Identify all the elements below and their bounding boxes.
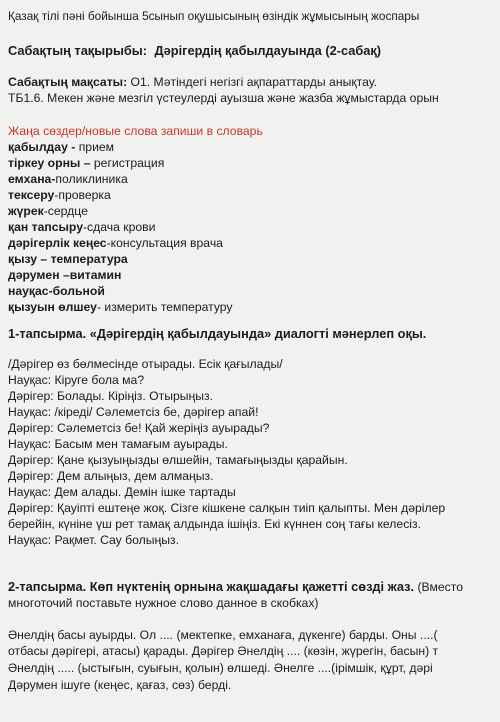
vocab-term-ru: - измерить температуру	[96, 300, 233, 314]
objective-line2: ТБ1.6. Мекен және мезгіл үстеулерді ауызша және жазба жұмыстарда орын	[8, 91, 439, 105]
vocab-term-kz: жүрек	[8, 204, 44, 218]
dialogue-line: Науқас: Рақмет. Сау болыңыз.	[8, 533, 179, 547]
task2-title: 2-тапсырма. Көп нүктенің орнына жақшадағы қажетті сөзді жаз.	[8, 579, 415, 594]
dialogue-line: Дәрігер: Қане қызуыңызды өлшейін, тамағыңызды қарайын.	[8, 453, 348, 467]
task2-line: Әнелдің ..... (ыстығын, суығын, қолын) өлшеді. Әнелге ....(ірімшік, құрт, дәрі	[8, 661, 433, 675]
task2-line: Әнелдің басы ауырды. Ол .... (мектепке, емханаға, дүкенге) барды. Оны ....(	[8, 628, 438, 642]
vocab-term-kz: қызу – температура	[8, 252, 128, 266]
vocab-item	[8, 300, 233, 315]
vocab-item	[8, 252, 128, 267]
vocab-term-ru: регистрация	[93, 156, 165, 170]
vocab-term-kz: қабылдау -	[8, 140, 79, 154]
vocab-term-ru: -сердце	[43, 204, 88, 218]
lesson-objective	[8, 75, 377, 90]
task2-note-line1: (Вместо	[414, 580, 463, 594]
dialogue-line: Дәрігер: Сәлеметсіз бе! Қай жеріңіз ауырады?	[8, 421, 270, 435]
vocab-term-ru: поликлиника	[55, 172, 128, 186]
task1-title: 1-тапсырма. «Дәрігердің қабылдауында» диалогті мәнерлеп оқы.	[8, 326, 427, 341]
objective-label: Сабақтың мақсаты:	[8, 75, 128, 89]
vocab-term-ru: -сдача крови	[82, 220, 156, 234]
dialogue-line: Дәрігер: Дем алыңыз, дем алмаңыз.	[8, 469, 214, 483]
vocab-term-ru: -консультация врача	[106, 236, 223, 250]
objective-line1: О1. Мәтіндегі негізгі ақпараттарды анықтау.	[127, 75, 378, 89]
task2-note-line2: многоточий поставьте нужное слово данное в скобках)	[8, 596, 319, 610]
dialogue-line: берейін, күніне үш рет тамақ алдында ішіңіз. Екі күннен соң тағы келесіз.	[8, 517, 421, 531]
lesson-topic	[8, 43, 381, 58]
topic-label: Сабақтың тақырыбы:	[8, 43, 147, 58]
vocab-item	[8, 268, 121, 283]
vocab-term-kz: науқас-больной	[8, 284, 105, 298]
task2-line: отбасы дәрігері, атасы) қарады. Дәрігер Әнелдің .... (көзін, жүрегін, басын) т	[8, 644, 439, 658]
vocab-item	[8, 172, 128, 187]
vocab-term-kz: тексеру	[8, 188, 55, 202]
vocab-item	[8, 204, 88, 219]
vocab-term-kz: дәрігерлік кеңес	[8, 236, 107, 250]
dialogue-line: Дәрігер: Болады. Кіріңіз. Отырыңыз.	[8, 389, 213, 403]
dialogue-line: Науқас: Басым мен тамағым ауырады.	[8, 437, 228, 451]
vocab-term-kz: дәрумен –витамин	[8, 268, 122, 282]
task2-line: Дәрумен ішуге (кеңес, қағаз, сөз) берді.	[8, 678, 232, 692]
vocab-term-ru: -проверка	[54, 188, 111, 202]
vocab-term-kz: қызуын өлшеу	[8, 300, 97, 314]
vocab-item	[8, 220, 155, 235]
vocab-item	[8, 156, 164, 171]
vocab-term-ru: прием	[78, 140, 115, 154]
vocab-item	[8, 188, 111, 203]
vocab-item	[8, 140, 114, 155]
dialogue-line: Дәрігер: Қауіпті ештеңе жоқ. Сізге кішкене салқын тиіп қалыпты. Мен дәрілер	[8, 501, 446, 515]
vocab-term-kz: емхана-	[8, 172, 56, 186]
vocab-heading: Жаңа сөздер/новые слова запиши в словарь	[8, 124, 263, 138]
dialogue-line: Науқас: Кіруге бола ма?	[8, 373, 145, 387]
task2-heading	[8, 579, 463, 595]
document-header: Қазақ тілі пәні бойынша 5сынып оқушысының өзіндік жұмысының жоспары	[8, 9, 420, 23]
vocab-term-kz: қан тапсыру	[8, 220, 83, 234]
vocab-term-kz: тіркеу орны –	[8, 156, 94, 170]
topic-title: Дәрігердің қабылдауында (2-сабақ)	[154, 43, 382, 58]
dialogue-line: Науқас: Дем алады. Демін ішке тартады	[8, 485, 236, 499]
vocab-item	[8, 284, 105, 299]
dialogue-line: /Дәрігер өз бөлмесінде отырады. Есік қағылады/	[8, 357, 283, 371]
vocab-item	[8, 236, 223, 251]
dialogue-line: Науқас: /кіреді/ Сәлеметсіз бе, дәрігер апай!	[8, 405, 259, 419]
